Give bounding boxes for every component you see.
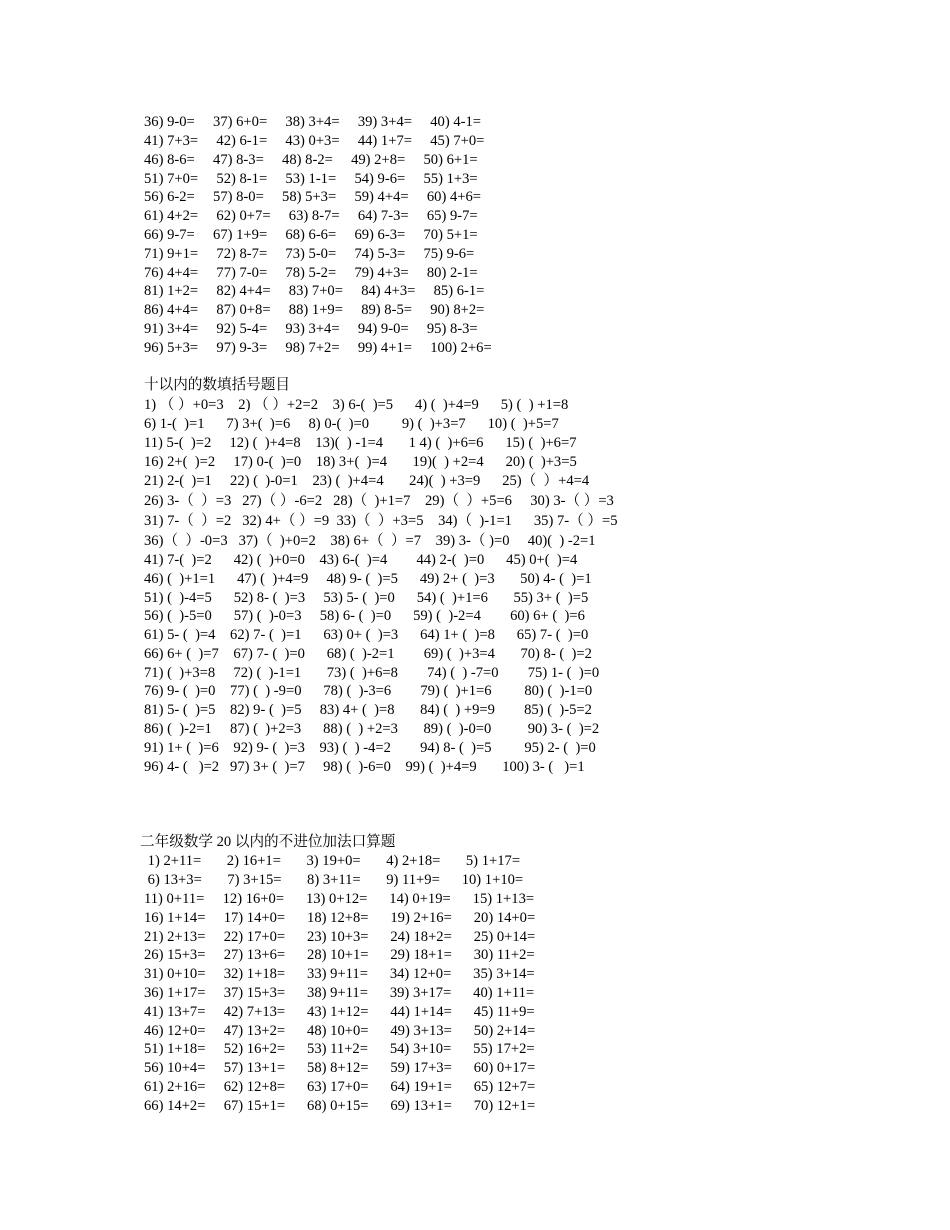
problem-line: 96) 5+3= 97) 9-3= 98) 7+2= 99) 4+1= 100) 2+6=	[144, 340, 492, 356]
problem-line: 86) ( )-2=1 87) ( )+2=3 88) ( ) +2=3 89) ( )-0=0 90) 3- ( )=2	[144, 721, 600, 737]
problem-line: 26) 15+3= 27) 13+6= 28) 10+1= 29) 18+1= 30) 11+2=	[144, 947, 535, 963]
problem-line: 91) 3+4= 92) 5-4= 93) 3+4= 94) 9-0= 95) 8-3=	[144, 321, 478, 337]
section-title: 二年级数学 20 以内的不进位加法口算题	[140, 834, 396, 850]
section-title: 十以内的数填括号题目	[144, 377, 290, 393]
problem-line: 61) 5- ( )=4 62) 7- ( )=1 63) 0+ ( )=3 64) 1+ ( )=8 65) 7- ( )=0	[144, 627, 589, 643]
problem-line: 31) 0+10= 32) 1+18= 33) 9+11= 34) 12+0= 35) 3+14=	[144, 966, 535, 982]
problem-line: 71) 9+1= 72) 8-7= 73) 5-0= 74) 5-3= 75) 9-6=	[144, 246, 475, 262]
problem-line: 1) （ ）+0=3 2) （ ）+2=2 3) 6-( )=5 4) ( )+4=9 5) ( ) +1=8	[144, 397, 569, 413]
problem-line: 66) 6+ ( )=7 67) 7- ( )=0 68) ( )-2=1 69) ( )+3=4 70) 8- ( )=2	[144, 646, 592, 662]
problem-line: 11) 5-( )=2 12) ( )+4=8 13)( ) -1=4 1 4) ( )+6=6 15) ( )+6=7	[144, 435, 577, 451]
problem-line: 1) 2+11= 2) 16+1= 3) 19+0= 4) 2+18= 5) 1+17=	[144, 853, 521, 869]
problem-line: 81) 1+2= 82) 4+4= 83) 7+0= 84) 4+3= 85) 6-1=	[144, 283, 485, 299]
problem-line: 51) 7+0= 52) 8-1= 53) 1-1= 54) 9-6= 55) 1+3=	[144, 171, 478, 187]
problem-line: 46) 8-6= 47) 8-3= 48) 8-2= 49) 2+8= 50) 6+1=	[144, 152, 478, 168]
problem-line: 21) 2+13= 22) 17+0= 23) 10+3= 24) 18+2= 25) 0+14=	[144, 929, 536, 945]
problem-line: 26) 3-（ ）=3 27)（ ）-6=2 28)（ )+1=7 29)（ ）+5=6 30) 3-（ ）=3	[144, 493, 614, 509]
problem-line: 61) 4+2= 62) 0+7= 63) 8-7= 64) 7-3= 65) 9-7=	[144, 208, 478, 224]
problem-line: 36)（ ）-0=3 37)（ )+0=2 38) 6+（ ）=7 39) 3-（ )=0 40)( ) -2=1	[144, 533, 596, 549]
problem-line: 46) ( )+1=1 47) ( )+4=9 48) 9- ( )=5 49) 2+ ( )=3 50) 4- ( )=1	[144, 571, 592, 587]
problem-line: 96) 4- ( )=2 97) 3+ ( )=7 98) ( )-6=0 99) ( )+4=9 100) 3- ( )=1	[144, 759, 585, 775]
problem-line: 56) ( )-5=0 57) ( )-0=3 58) 6- ( )=0 59) ( )-2=4 60) 6+ ( )=6	[144, 608, 585, 624]
problem-line: 56) 10+4= 57) 13+1= 58) 8+12= 59) 17+3= 60) 0+17=	[144, 1060, 536, 1076]
problem-line: 51) 1+18= 52) 16+2= 53) 11+2= 54) 3+10= 55) 17+2=	[144, 1041, 535, 1057]
problem-line: 36) 1+17= 37) 15+3= 38) 9+11= 39) 3+17= 40) 1+11=	[144, 985, 535, 1001]
problem-line: 66) 9-7= 67) 1+9= 68) 6-6= 69) 6-3= 70) 5+1=	[144, 227, 478, 243]
problem-line: 36) 9-0= 37) 6+0= 38) 3+4= 39) 3+4= 40) 4-1=	[144, 114, 482, 130]
problem-line: 91) 1+ ( )=6 92) 9- ( )=3 93) ( ) -4=2 94) 8- ( )=5 95) 2- ( )=0	[144, 740, 596, 756]
problem-line: 76) 4+4= 77) 7-0= 78) 5-2= 79) 4+3= 80) 2-1=	[144, 265, 478, 281]
problem-line: 41) 13+7= 42) 7+13= 43) 1+12= 44) 1+14= 45) 11+9=	[144, 1004, 535, 1020]
problem-line: 41) 7-( )=2 42) ( )+0=0 43) 6-( )=4 44) 2-( )=0 45) 0+( )=4	[144, 552, 578, 568]
problem-line: 31) 7-（ ）=2 32) 4+（ ）=9 33)（ ）+3=5 34)（ )-1=1 35) 7-（ ）=5	[144, 513, 618, 529]
problem-line: 56) 6-2= 57) 8-0= 58) 5+3= 59) 4+4= 60) 4+6=	[144, 189, 482, 205]
problem-line: 81) 5- ( )=5 82) 9- ( )=5 83) 4+ ( )=8 84) ( ) +9=9 85) ( )-5=2	[144, 702, 592, 718]
problem-line: 51) ( )-4=5 52) 8- ( )=3 53) 5- ( )=0 54) ( )+1=6 55) 3+ ( )=5	[144, 590, 589, 606]
problem-line: 21) 2-( )=1 22) ( )-0=1 23) ( )+4=4 24)( ) +3=9 25)（ ）+4=4	[144, 473, 590, 489]
problem-line: 61) 2+16= 62) 12+8= 63) 17+0= 64) 19+1= 65) 12+7=	[144, 1079, 536, 1095]
problem-line: 76) 9- ( )=0 77) ( ) -9=0 78) ( )-3=6 79) ( )+1=6 80) ( )-1=0	[144, 683, 593, 699]
problem-line: 16) 1+14= 17) 14+0= 18) 12+8= 19) 2+16= 20) 14+0=	[144, 910, 536, 926]
problem-line: 6) 1-( )=1 7) 3+( )=6 8) 0-( )=0 9) ( )+3=7 10) ( )+5=7	[144, 416, 559, 432]
problem-line: 46) 12+0= 47) 13+2= 48) 10+0= 49) 3+13= 50) 2+14=	[144, 1023, 536, 1039]
problem-line: 11) 0+11= 12) 16+0= 13) 0+12= 14) 0+19= 15) 1+13=	[144, 891, 535, 907]
problem-line: 86) 4+4= 87) 0+8= 88) 1+9= 89) 8-5= 90) 8+2=	[144, 302, 485, 318]
problem-line: 66) 14+2= 67) 15+1= 68) 0+15= 69) 13+1= 70) 12+1=	[144, 1098, 536, 1114]
problem-line: 6) 13+3= 7) 3+15= 8) 3+11= 9) 11+9= 10) 1+10=	[144, 872, 524, 888]
problem-line: 71) ( )+3=8 72) ( )-1=1 73) ( )+6=8 74) ( ) -7=0 75) 1- ( )=0	[144, 665, 600, 681]
problem-line: 41) 7+3= 42) 6-1= 43) 0+3= 44) 1+7= 45) 7+0=	[144, 133, 485, 149]
problem-line: 16) 2+( )=2 17) 0-( )=0 18) 3+( )=4 19)( ) +2=4 20) ( )+3=5	[144, 454, 577, 470]
